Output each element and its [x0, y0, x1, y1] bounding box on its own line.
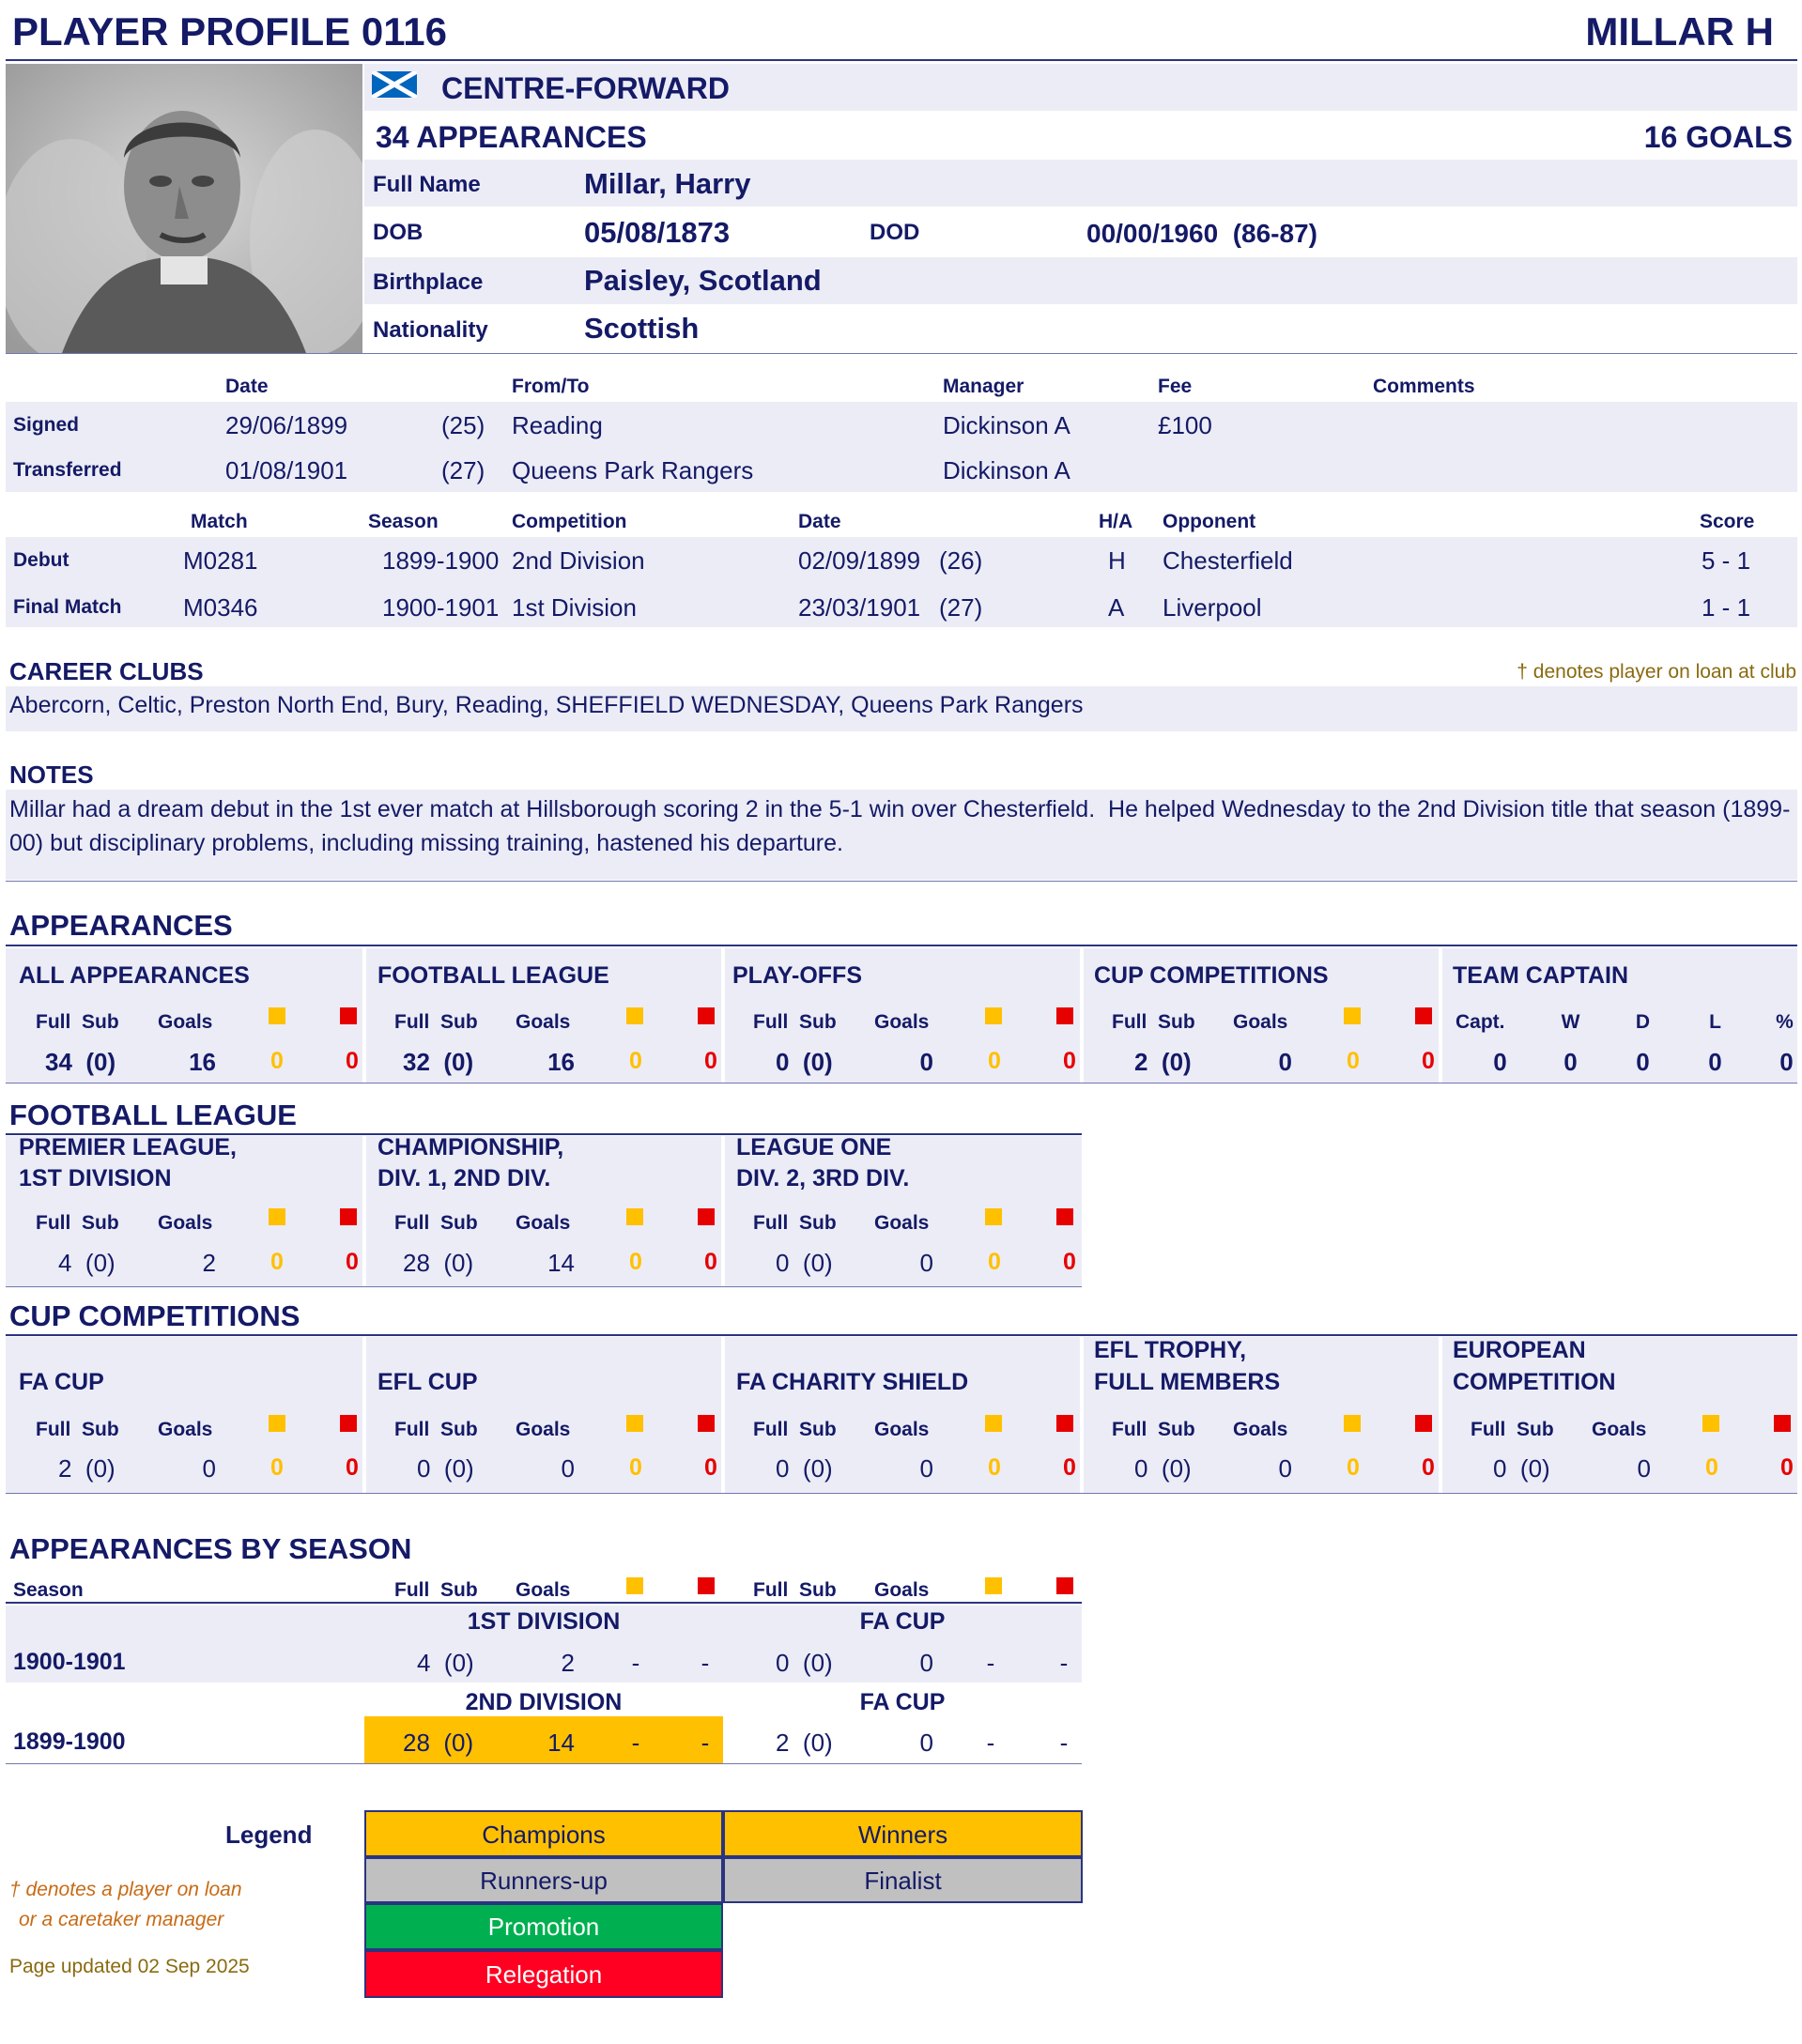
- matches-header-competition: Competition: [512, 511, 627, 532]
- transfer-row-manager: Dickinson A: [943, 411, 1070, 439]
- block-title: FOOTBALL LEAGUE: [377, 962, 609, 989]
- full-sub-header: Full Sub: [753, 1212, 837, 1234]
- goals-value: 0: [919, 1649, 933, 1677]
- full-sub-header: Full Sub: [394, 1419, 478, 1440]
- match-row-date: 23/03/1901: [798, 593, 921, 622]
- yellow-cards-value: 0: [629, 1048, 642, 1074]
- red-cards-value: -: [701, 1649, 710, 1677]
- red-cards-value: 0: [1780, 1454, 1794, 1481]
- yellow-cards-value: 0: [1347, 1454, 1360, 1481]
- block-title-line-2: FA CUP: [19, 1369, 104, 1395]
- match-row-opponent: Liverpool: [1163, 593, 1262, 622]
- block-separator: [721, 1337, 725, 1493]
- matches-header-score: Score: [1700, 511, 1755, 532]
- goals-value: 0: [1637, 1454, 1651, 1483]
- legend-champions-label: Champions: [482, 1821, 606, 1849]
- block-title-line-2: 1ST DIVISION: [19, 1165, 172, 1191]
- full-sub-header: Full Sub: [394, 1011, 478, 1033]
- goals-value: 0: [561, 1454, 575, 1483]
- goals-value: 0: [202, 1454, 216, 1483]
- by-season-divider: [6, 1602, 1082, 1604]
- transfer-row-age: (27): [441, 456, 485, 484]
- wins-value: 0: [1563, 1048, 1578, 1076]
- birthplace-value: Paisley, Scotland: [584, 264, 822, 297]
- match-row-competition: 1st Division: [512, 593, 637, 622]
- goals-value: 0: [919, 1249, 933, 1277]
- goals-value: 14: [547, 1249, 575, 1277]
- block-title-line-1: CHAMPIONSHIP,: [377, 1134, 564, 1160]
- legend-winners: [723, 1810, 1083, 1857]
- appearances-title: APPEARANCES: [9, 909, 233, 942]
- yellow-card-icon: [985, 1007, 1002, 1024]
- yellow-cards-value: -: [631, 1649, 640, 1677]
- yellow-card-icon: [626, 1577, 643, 1594]
- block-title-line-2: EFL CUP: [377, 1369, 478, 1395]
- apps-value: 0 (0): [776, 1249, 833, 1277]
- goals-header: Goals: [874, 1212, 930, 1234]
- transfer-row-manager: Dickinson A: [943, 456, 1070, 484]
- yellow-cards-value: 0: [270, 1249, 284, 1275]
- legend-finalist-label: Finalist: [864, 1867, 942, 1895]
- yellow-card-icon: [269, 1208, 285, 1225]
- goals-header: Goals: [158, 1011, 213, 1033]
- legend-relegation-label: Relegation: [485, 1960, 603, 1989]
- red-card-icon: [698, 1415, 715, 1432]
- total-goals: 16 GOALS: [1643, 120, 1793, 154]
- dod-value: 00/00/1960 (86-87): [1086, 219, 1317, 248]
- cup-competitions-bottom-divider: [6, 1493, 1797, 1494]
- goals-value: 2: [561, 1649, 575, 1677]
- yellow-card-icon: [985, 1577, 1002, 1594]
- block-title-line-2: DIV. 1, 2ND DIV.: [377, 1165, 551, 1191]
- cup-competitions-divider: [6, 1334, 1797, 1336]
- match-row-label: Final Match: [13, 596, 122, 618]
- goals-value: 0: [1278, 1454, 1292, 1483]
- apps-value: 0 (0): [1134, 1454, 1192, 1483]
- goals-header: Goals: [516, 1212, 571, 1234]
- yellow-cards-value: -: [986, 1649, 995, 1677]
- losses-value: 0: [1708, 1048, 1722, 1076]
- apps-value: 2 (0): [1134, 1048, 1192, 1076]
- legend-champions: [364, 1810, 723, 1857]
- red-card-icon: [340, 1007, 357, 1024]
- block-separator: [1080, 948, 1084, 1083]
- red-cards-value: 0: [704, 1048, 717, 1074]
- transfer-row-fee: £100: [1158, 411, 1212, 439]
- nationality-label: Nationality: [373, 317, 488, 343]
- wins-header: W: [1561, 1011, 1580, 1033]
- notes-title: NOTES: [9, 761, 94, 789]
- transfers-header-from-to: From/To: [512, 376, 590, 397]
- by-season-bottom-divider: [6, 1763, 1082, 1764]
- yellow-card-icon: [1702, 1415, 1719, 1432]
- player-name-heading: MILLAR H: [1585, 9, 1774, 54]
- apps-value: 28 (0): [403, 1249, 474, 1277]
- red-cards-value: 0: [1422, 1454, 1435, 1481]
- transfer-row-date: 01/08/1901: [225, 456, 348, 484]
- matches-header-season: Season: [368, 511, 439, 532]
- legend-promotion: [364, 1903, 723, 1950]
- season-header: Season: [13, 1579, 84, 1601]
- full-sub-header: Full Sub: [394, 1579, 478, 1601]
- full-sub-header: Full Sub: [1112, 1419, 1195, 1440]
- yellow-cards-value: 0: [1347, 1048, 1360, 1074]
- full-name-row: [364, 160, 1797, 207]
- block-title-line-1: LEAGUE ONE: [736, 1134, 892, 1160]
- block-title: TEAM CAPTAIN: [1453, 962, 1629, 989]
- percent-header: %: [1776, 1011, 1794, 1033]
- goals-header: Goals: [1592, 1419, 1647, 1440]
- red-cards-value: 0: [346, 1454, 359, 1481]
- yellow-cards-value: 0: [629, 1454, 642, 1481]
- yellow-cards-value: 0: [270, 1048, 284, 1074]
- block-separator: [1439, 1337, 1442, 1493]
- goals-value: 0: [919, 1454, 933, 1483]
- goals-header: Goals: [874, 1579, 930, 1601]
- cup-competitions-title: CUP COMPETITIONS: [9, 1299, 300, 1332]
- apps-value: 0 (0): [417, 1454, 474, 1483]
- block-title-line-2: FA CHARITY SHIELD: [736, 1369, 969, 1395]
- full-name-value: Millar, Harry: [584, 167, 751, 200]
- loan-note: † denotes player on loan at club: [1517, 661, 1796, 683]
- red-card-icon: [1415, 1415, 1432, 1432]
- season-label: 1900-1901: [13, 1649, 126, 1675]
- red-cards-value: 0: [704, 1454, 717, 1481]
- red-card-icon: [1056, 1415, 1073, 1432]
- yellow-card-icon: [1344, 1007, 1361, 1024]
- apps-value: 4 (0): [58, 1249, 116, 1277]
- red-card-icon: [698, 1208, 715, 1225]
- transfers-header-manager: Manager: [943, 376, 1024, 397]
- page-updated-date: Page updated 02 Sep 2025: [9, 1956, 250, 1977]
- transfer-row-age: (25): [441, 411, 485, 439]
- block-title-line-1: PREMIER LEAGUE,: [19, 1134, 237, 1160]
- red-card-icon: [340, 1415, 357, 1432]
- match-row-age: (27): [939, 593, 983, 622]
- goals-value: 0: [919, 1729, 933, 1757]
- yellow-card-icon: [269, 1007, 285, 1024]
- competition-1-label: 2ND DIVISION: [465, 1689, 623, 1715]
- block-separator: [362, 948, 366, 1083]
- losses-header: L: [1709, 1011, 1721, 1033]
- full-sub-header: Full Sub: [1471, 1419, 1554, 1440]
- competition-2-label: FA CUP: [859, 1608, 946, 1635]
- percent-value: 0: [1779, 1048, 1794, 1076]
- match-row-competition: 2nd Division: [512, 546, 645, 575]
- goals-value: 2: [202, 1249, 216, 1277]
- goals-header: Goals: [1233, 1011, 1288, 1033]
- goals-header: Goals: [516, 1419, 571, 1440]
- red-cards-value: -: [701, 1729, 710, 1757]
- apps-value: 34 (0): [45, 1048, 116, 1076]
- yellow-cards-value: 0: [629, 1249, 642, 1275]
- captain-value: 0: [1493, 1048, 1507, 1076]
- legend-winners-label: Winners: [857, 1821, 948, 1849]
- goals-value: 14: [547, 1729, 575, 1757]
- player-photo-image: [6, 64, 362, 353]
- scotland-flag-icon: [372, 71, 417, 98]
- football-league-title: FOOTBALL LEAGUE: [9, 1099, 297, 1131]
- yellow-cards-value: 0: [988, 1249, 1001, 1275]
- red-card-icon: [698, 1007, 715, 1024]
- yellow-card-icon: [626, 1415, 643, 1432]
- match-row-season: 1899-1900: [382, 546, 500, 575]
- red-cards-value: -: [1059, 1729, 1069, 1757]
- header-divider: [6, 59, 1797, 61]
- red-card-icon: [340, 1208, 357, 1225]
- apps-value: 2 (0): [776, 1729, 833, 1757]
- apps-value: 0 (0): [776, 1454, 833, 1483]
- block-separator: [721, 948, 725, 1083]
- matches-header-date: Date: [798, 511, 841, 532]
- birthplace-row: [364, 257, 1797, 304]
- draws-header: D: [1635, 1011, 1651, 1033]
- red-card-icon: [1056, 1208, 1073, 1225]
- profile-bottom-divider: [6, 353, 1797, 354]
- match-row-season: 1900-1901: [382, 593, 500, 622]
- red-card-icon: [1056, 1007, 1073, 1024]
- match-row-date: 02/09/1899: [798, 546, 921, 575]
- apps-value: 0 (0): [776, 1048, 833, 1076]
- full-sub-header: Full Sub: [1112, 1011, 1195, 1033]
- full-sub-header: Full Sub: [753, 1419, 837, 1440]
- legend-title: Legend: [225, 1821, 313, 1849]
- full-sub-header: Full Sub: [753, 1579, 837, 1601]
- transfer-row-label: Transferred: [13, 459, 122, 481]
- match-row-label: Debut: [13, 549, 69, 571]
- block-separator: [721, 1136, 725, 1286]
- red-cards-value: 0: [346, 1048, 359, 1074]
- captain-header: Capt.: [1455, 1011, 1505, 1033]
- legend-grid: [364, 1810, 1083, 1998]
- birthplace-label: Birthplace: [373, 269, 484, 295]
- dob-value: 05/08/1873: [584, 216, 731, 249]
- full-name-label: Full Name: [373, 172, 481, 197]
- block-separator: [362, 1136, 366, 1286]
- goals-value: 16: [547, 1048, 575, 1076]
- player-position: CENTRE-FORWARD: [441, 71, 730, 105]
- yellow-cards-value: 0: [1705, 1454, 1718, 1481]
- legend-loan-note-line-2: or a caretaker manager: [19, 1909, 224, 1930]
- transfers-header-date: Date: [225, 376, 269, 397]
- notes-bottom-divider: [6, 881, 1797, 882]
- page-title: PLAYER PROFILE 0116: [12, 9, 447, 54]
- block-title-line-2: FULL MEMBERS: [1094, 1369, 1281, 1395]
- yellow-cards-value: -: [631, 1729, 640, 1757]
- player-photo: [6, 64, 362, 353]
- block-separator: [1080, 1337, 1084, 1493]
- match-row-id: M0281: [183, 546, 258, 575]
- red-card-icon: [1774, 1415, 1791, 1432]
- red-card-icon: [1056, 1577, 1073, 1594]
- match-row-ha: H: [1108, 546, 1126, 575]
- apps-value: 0 (0): [1493, 1454, 1550, 1483]
- block-title-line-2: DIV. 2, 3RD DIV.: [736, 1165, 910, 1191]
- red-card-icon: [1415, 1007, 1432, 1024]
- block-title: ALL APPEARANCES: [19, 962, 250, 989]
- career-clubs-title: CAREER CLUBS: [9, 657, 204, 685]
- goals-header: Goals: [874, 1011, 930, 1033]
- transfer-row-date: 29/06/1899: [225, 411, 348, 439]
- match-row-score: 5 - 1: [1702, 546, 1751, 575]
- block-title-line-1: EFL TROPHY,: [1094, 1337, 1247, 1363]
- match-row-id: M0346: [183, 593, 258, 622]
- goals-header: Goals: [1233, 1419, 1288, 1440]
- goals-value: 0: [919, 1048, 933, 1076]
- goals-value: 0: [1278, 1048, 1292, 1076]
- block-title-line-2: COMPETITION: [1453, 1369, 1616, 1395]
- full-sub-header: Full Sub: [753, 1011, 837, 1033]
- matches-header-match: Match: [191, 511, 248, 532]
- goals-header: Goals: [516, 1579, 571, 1601]
- match-row-opponent: Chesterfield: [1163, 546, 1293, 575]
- goals-header: Goals: [158, 1419, 213, 1440]
- appearances-divider: [6, 945, 1797, 946]
- transfer-row-club: Reading: [512, 411, 603, 439]
- apps-value: 0 (0): [776, 1649, 833, 1677]
- yellow-card-icon: [985, 1415, 1002, 1432]
- transfer-row-club: Queens Park Rangers: [512, 456, 754, 484]
- total-appearances: 34 APPEARANCES: [376, 120, 647, 154]
- goals-value: 16: [189, 1048, 216, 1076]
- draws-value: 0: [1636, 1048, 1650, 1076]
- yellow-cards-value: 0: [988, 1454, 1001, 1481]
- legend-runners-up: [364, 1857, 723, 1903]
- yellow-cards-value: 0: [988, 1048, 1001, 1074]
- season-label: 1899-1900: [13, 1729, 126, 1755]
- yellow-cards-value: -: [986, 1729, 995, 1757]
- transfer-row-label: Signed: [13, 414, 80, 436]
- apps-value: 2 (0): [58, 1454, 116, 1483]
- red-cards-value: 0: [1063, 1249, 1076, 1275]
- red-cards-value: 0: [346, 1249, 359, 1275]
- career-clubs-list: Abercorn, Celtic, Preston North End, Bury, Reading, SHEFFIELD WEDNESDAY, Queens Park Rangers: [9, 692, 1084, 718]
- dob-label: DOB: [373, 220, 424, 245]
- block-separator: [1439, 948, 1442, 1083]
- yellow-card-icon: [626, 1208, 643, 1225]
- notes-line-2: 00) but disciplinary problems, including missing training, hastened his departure.: [9, 830, 843, 856]
- match-row-age: (26): [939, 546, 983, 575]
- apps-value: 28 (0): [403, 1729, 474, 1757]
- red-cards-value: 0: [1422, 1048, 1435, 1074]
- competition-2-label: FA CUP: [859, 1689, 946, 1715]
- competition-1-label: 1ST DIVISION: [467, 1608, 621, 1635]
- notes-line-1: Millar had a dream debut in the 1st ever match at Hillsborough scoring 2 in the 5-1 win over Chesterfield. He helped Wednesday to the 2nd Division title that season (1899-: [9, 796, 1791, 822]
- goals-header: Goals: [874, 1419, 930, 1440]
- match-row-ha: A: [1108, 593, 1125, 622]
- yellow-card-icon: [1344, 1415, 1361, 1432]
- block-title: PLAY-OFFS: [732, 962, 862, 989]
- goals-header: Goals: [516, 1011, 571, 1033]
- legend-loan-note-line-1: † denotes a player on loan: [9, 1879, 242, 1900]
- full-sub-header: Full Sub: [36, 1419, 119, 1440]
- full-sub-header: Full Sub: [36, 1212, 119, 1234]
- legend-promotion-label: Promotion: [487, 1913, 600, 1941]
- yellow-cards-value: 0: [270, 1454, 284, 1481]
- block-title: CUP COMPETITIONS: [1094, 962, 1329, 989]
- red-cards-value: 0: [1063, 1454, 1076, 1481]
- red-card-icon: [698, 1577, 715, 1594]
- match-row-score: 1 - 1: [1702, 593, 1751, 622]
- yellow-card-icon: [985, 1208, 1002, 1225]
- legend-finalist: [723, 1857, 1083, 1903]
- goals-header: Goals: [158, 1212, 213, 1234]
- transfers-header-comments: Comments: [1373, 376, 1475, 397]
- yellow-card-icon: [269, 1415, 285, 1432]
- transfers-header-fee: Fee: [1158, 376, 1193, 397]
- red-cards-value: 0: [704, 1249, 717, 1275]
- legend-relegation: [364, 1950, 723, 1998]
- apps-value: 4 (0): [417, 1649, 474, 1677]
- full-sub-header: Full Sub: [36, 1011, 119, 1033]
- football-league-bottom-divider: [6, 1286, 1082, 1287]
- full-sub-header: Full Sub: [394, 1212, 478, 1234]
- red-cards-value: -: [1059, 1649, 1069, 1677]
- yellow-card-icon: [626, 1007, 643, 1024]
- matches-header-ha: H/A: [1099, 511, 1133, 532]
- block-title-line-1: EUROPEAN: [1453, 1337, 1586, 1363]
- legend-runners-up-label: Runners-up: [480, 1867, 608, 1895]
- matches-header-opponent: Opponent: [1163, 511, 1256, 532]
- block-separator: [362, 1337, 366, 1493]
- by-season-title: APPEARANCES BY SEASON: [9, 1532, 412, 1565]
- nationality-value: Scottish: [584, 312, 700, 345]
- dod-label: DOD: [870, 220, 920, 245]
- apps-value: 32 (0): [403, 1048, 474, 1076]
- red-cards-value: 0: [1063, 1048, 1076, 1074]
